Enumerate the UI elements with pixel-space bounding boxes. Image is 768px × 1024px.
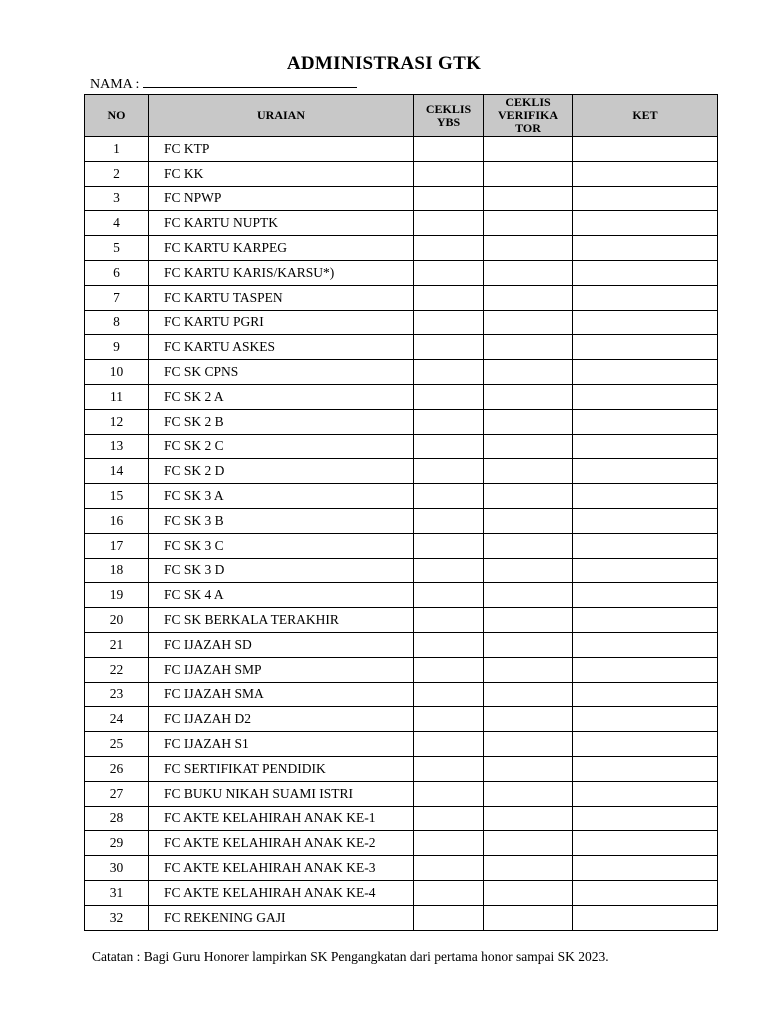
row-ceklis-verifikator-cell[interactable] [484,880,573,905]
table-row [85,583,718,608]
table-row [85,781,718,806]
row-ceklis-verifikator-cell[interactable] [484,260,573,285]
row-no: 28 [85,806,149,831]
row-ceklis-verifikator-cell[interactable] [484,756,573,781]
row-no: 24 [85,707,149,732]
row-uraian: FC SK 3 C [149,533,414,558]
row-ket-cell[interactable] [573,905,718,930]
row-no: 3 [85,186,149,211]
table-row [85,285,718,310]
row-uraian: FC IJAZAH S1 [149,732,414,757]
row-ket-cell[interactable] [573,186,718,211]
nama-blank-line[interactable] [143,75,357,88]
row-no: 8 [85,310,149,335]
row-ket-cell[interactable] [573,806,718,831]
row-ket-cell[interactable] [573,856,718,881]
row-ceklis-verifikator-cell[interactable] [484,856,573,881]
row-uraian: FC AKTE KELAHIRAH ANAK KE-4 [149,880,414,905]
row-no: 7 [85,285,149,310]
row-uraian: FC SK 2 A [149,384,414,409]
table-row [85,657,718,682]
nama-label: NAMA : [90,77,140,92]
table-row [85,161,718,186]
row-uraian: FC SK 2 D [149,459,414,484]
row-uraian: FC AKTE KELAHIRAH ANAK KE-3 [149,856,414,881]
header-ceklis-ybs-line2: YBS [436,114,461,129]
row-uraian: FC SK 3 B [149,508,414,533]
row-uraian: FC KK [149,161,414,186]
header-ceklis-verifikator-line3: TOR [515,121,541,135]
row-no: 17 [85,533,149,558]
row-ket-cell[interactable] [573,434,718,459]
row-ket-cell[interactable] [573,781,718,806]
row-ceklis-verifikator-cell[interactable] [484,608,573,633]
table-row [85,732,718,757]
table-row [85,236,718,261]
row-uraian: FC KARTU PGRI [149,310,414,335]
row-no: 27 [85,781,149,806]
row-ceklis-ybs-cell[interactable] [414,236,484,261]
row-ceklis-verifikator-cell[interactable] [484,831,573,856]
row-ceklis-verifikator-cell[interactable] [484,707,573,732]
row-no: 14 [85,459,149,484]
table-row [85,608,718,633]
row-uraian: FC SERTIFIKAT PENDIDIK [149,756,414,781]
row-ceklis-verifikator-cell[interactable] [484,682,573,707]
row-ket-cell[interactable] [573,484,718,509]
row-ceklis-verifikator-cell[interactable] [484,484,573,509]
table-row [85,533,718,558]
table-row [85,137,718,162]
row-uraian: FC SK 4 A [149,583,414,608]
row-ceklis-verifikator-cell[interactable] [484,806,573,831]
row-no: 10 [85,360,149,385]
row-no: 19 [85,583,149,608]
row-no: 25 [85,732,149,757]
row-ceklis-ybs-cell[interactable] [414,434,484,459]
row-ceklis-ybs-cell[interactable] [414,335,484,360]
row-ket-cell[interactable] [573,533,718,558]
row-ceklis-ybs-cell[interactable] [414,211,484,236]
table-header-row [85,95,718,137]
row-ceklis-ybs-cell[interactable] [414,409,484,434]
row-ket-cell[interactable] [573,583,718,608]
row-ceklis-ybs-cell[interactable] [414,384,484,409]
row-ket-cell[interactable] [573,657,718,682]
row-ceklis-verifikator-cell[interactable] [484,335,573,360]
row-ceklis-ybs-cell[interactable] [414,508,484,533]
row-ceklis-ybs-cell[interactable] [414,310,484,335]
table-row [85,707,718,732]
row-no: 26 [85,756,149,781]
row-ceklis-ybs-cell[interactable] [414,880,484,905]
table-row [85,632,718,657]
row-no: 9 [85,335,149,360]
header-uraian: URAIAN [149,95,414,137]
row-uraian: FC KARTU NUPTK [149,211,414,236]
header-ceklis-verifikator-line2: VERIFIKA [497,108,558,122]
row-ket-cell[interactable] [573,409,718,434]
row-ceklis-ybs-cell[interactable] [414,856,484,881]
row-ceklis-ybs-cell[interactable] [414,161,484,186]
row-ket-cell[interactable] [573,335,718,360]
row-uraian: FC KARTU KARPEG [149,236,414,261]
row-ceklis-ybs-cell[interactable] [414,707,484,732]
row-ket-cell[interactable] [573,285,718,310]
table-row [85,260,718,285]
row-ket-cell[interactable] [573,161,718,186]
header-ceklis-ybs-line1: CEKLIS [425,101,472,116]
header-no: NO [85,95,149,137]
row-ket-cell[interactable] [573,260,718,285]
row-ket-cell[interactable] [573,608,718,633]
row-ceklis-ybs-cell[interactable] [414,583,484,608]
row-ket-cell[interactable] [573,459,718,484]
table-row [85,508,718,533]
row-ket-cell[interactable] [573,211,718,236]
row-ceklis-ybs-cell[interactable] [414,756,484,781]
row-ceklis-ybs-cell[interactable] [414,459,484,484]
footer-note: Catatan : Bagi Guru Honorer lampirkan SK Pengangkatan dari pertama honor sampai SK 2023. [92,949,609,964]
row-no: 6 [85,260,149,285]
row-ceklis-verifikator-cell[interactable] [484,310,573,335]
row-no: 11 [85,384,149,409]
row-ceklis-verifikator-cell[interactable] [484,657,573,682]
row-ket-cell[interactable] [573,632,718,657]
row-ket-cell[interactable] [573,880,718,905]
row-uraian: FC REKENING GAJI [149,905,414,930]
row-ceklis-ybs-cell[interactable] [414,137,484,162]
table-row [85,806,718,831]
table-row [85,856,718,881]
row-no: 4 [85,211,149,236]
row-uraian: FC BUKU NIKAH SUAMI ISTRI [149,781,414,806]
row-ceklis-ybs-cell[interactable] [414,285,484,310]
row-ceklis-verifikator-cell[interactable] [484,732,573,757]
row-ceklis-ybs-cell[interactable] [414,260,484,285]
row-ceklis-ybs-cell[interactable] [414,533,484,558]
row-no: 29 [85,831,149,856]
table-row [85,831,718,856]
row-uraian: FC SK 3 A [149,484,414,509]
table-row [85,905,718,930]
row-ceklis-ybs-cell[interactable] [414,806,484,831]
row-no: 32 [85,905,149,930]
row-ceklis-verifikator-cell[interactable] [484,384,573,409]
table-row [85,335,718,360]
row-ceklis-ybs-cell[interactable] [414,608,484,633]
row-uraian: FC SK 3 D [149,558,414,583]
row-ceklis-verifikator-cell[interactable] [484,211,573,236]
row-uraian: FC KARTU KARIS/KARSU*) [149,260,414,285]
table-row [85,434,718,459]
row-uraian: FC IJAZAH SD [149,632,414,657]
row-ket-cell[interactable] [573,732,718,757]
row-uraian: FC KTP [149,137,414,162]
row-ket-cell[interactable] [573,360,718,385]
row-uraian: FC SK CPNS [149,360,414,385]
header-ceklis-verifikator [484,95,573,137]
document-title: ADMINISTRASI GTK [286,53,482,74]
row-no: 5 [85,236,149,261]
row-ket-cell[interactable] [573,236,718,261]
row-ceklis-ybs-cell[interactable] [414,186,484,211]
row-no: 16 [85,508,149,533]
row-no: 12 [85,409,149,434]
row-ceklis-verifikator-cell[interactable] [484,781,573,806]
row-no: 20 [85,608,149,633]
row-no: 22 [85,657,149,682]
row-ceklis-ybs-cell[interactable] [414,682,484,707]
row-uraian: FC SK BERKALA TERAKHIR [149,608,414,633]
row-ket-cell[interactable] [573,756,718,781]
header-ceklis-ybs [414,95,484,137]
row-uraian: FC KARTU TASPEN [149,285,414,310]
row-ceklis-verifikator-cell[interactable] [484,161,573,186]
table-row [85,558,718,583]
header-ceklis-verifikator-line1: CEKLIS [505,95,551,109]
row-no: 23 [85,682,149,707]
row-ceklis-verifikator-cell[interactable] [484,583,573,608]
row-ceklis-ybs-cell[interactable] [414,657,484,682]
row-ket-cell[interactable] [573,384,718,409]
row-uraian: FC KARTU ASKES [149,335,414,360]
row-ket-cell[interactable] [573,310,718,335]
table-row [85,186,718,211]
row-ceklis-verifikator-cell[interactable] [484,632,573,657]
checklist-table [84,94,718,931]
row-ceklis-ybs-cell[interactable] [414,484,484,509]
row-no: 21 [85,632,149,657]
row-uraian: FC IJAZAH SMA [149,682,414,707]
row-ket-cell[interactable] [573,137,718,162]
row-ceklis-verifikator-cell[interactable] [484,409,573,434]
row-ceklis-verifikator-cell[interactable] [484,360,573,385]
row-ceklis-verifikator-cell[interactable] [484,508,573,533]
row-no: 1 [85,137,149,162]
row-ceklis-verifikator-cell[interactable] [484,434,573,459]
row-ceklis-verifikator-cell[interactable] [484,558,573,583]
table-row [85,360,718,385]
table-row [85,211,718,236]
row-no: 30 [85,856,149,881]
row-uraian: FC AKTE KELAHIRAH ANAK KE-1 [149,806,414,831]
row-no: 31 [85,880,149,905]
row-ket-cell[interactable] [573,558,718,583]
table-row [85,409,718,434]
row-ket-cell[interactable] [573,508,718,533]
row-ceklis-ybs-cell[interactable] [414,905,484,930]
row-ket-cell[interactable] [573,707,718,732]
table-row [85,484,718,509]
row-ceklis-verifikator-cell[interactable] [484,905,573,930]
row-ceklis-ybs-cell[interactable] [414,558,484,583]
row-ceklis-verifikator-cell[interactable] [484,236,573,261]
row-ceklis-verifikator-cell[interactable] [484,137,573,162]
row-ceklis-ybs-cell[interactable] [414,781,484,806]
row-uraian: FC SK 2 C [149,434,414,459]
row-uraian: FC IJAZAH D2 [149,707,414,732]
row-ceklis-ybs-cell[interactable] [414,360,484,385]
nama-field [90,75,357,93]
row-no: 2 [85,161,149,186]
row-no: 18 [85,558,149,583]
row-ceklis-verifikator-cell[interactable] [484,533,573,558]
row-no: 13 [85,434,149,459]
table-row [85,384,718,409]
table-row [85,310,718,335]
row-uraian: FC IJAZAH SMP [149,657,414,682]
row-ket-cell[interactable] [573,831,718,856]
row-uraian: FC AKTE KELAHIRAH ANAK KE-2 [149,831,414,856]
row-ceklis-verifikator-cell[interactable] [484,186,573,211]
row-no: 15 [85,484,149,509]
table-row [85,459,718,484]
row-ket-cell[interactable] [573,682,718,707]
row-ceklis-ybs-cell[interactable] [414,632,484,657]
row-ceklis-ybs-cell[interactable] [414,831,484,856]
table-row [85,682,718,707]
row-ceklis-ybs-cell[interactable] [414,732,484,757]
table-row [85,880,718,905]
row-ceklis-verifikator-cell[interactable] [484,459,573,484]
header-ket: KET [573,95,718,137]
row-uraian: FC NPWP [149,186,414,211]
table-row [85,756,718,781]
row-ceklis-verifikator-cell[interactable] [484,285,573,310]
row-uraian: FC SK 2 B [149,409,414,434]
